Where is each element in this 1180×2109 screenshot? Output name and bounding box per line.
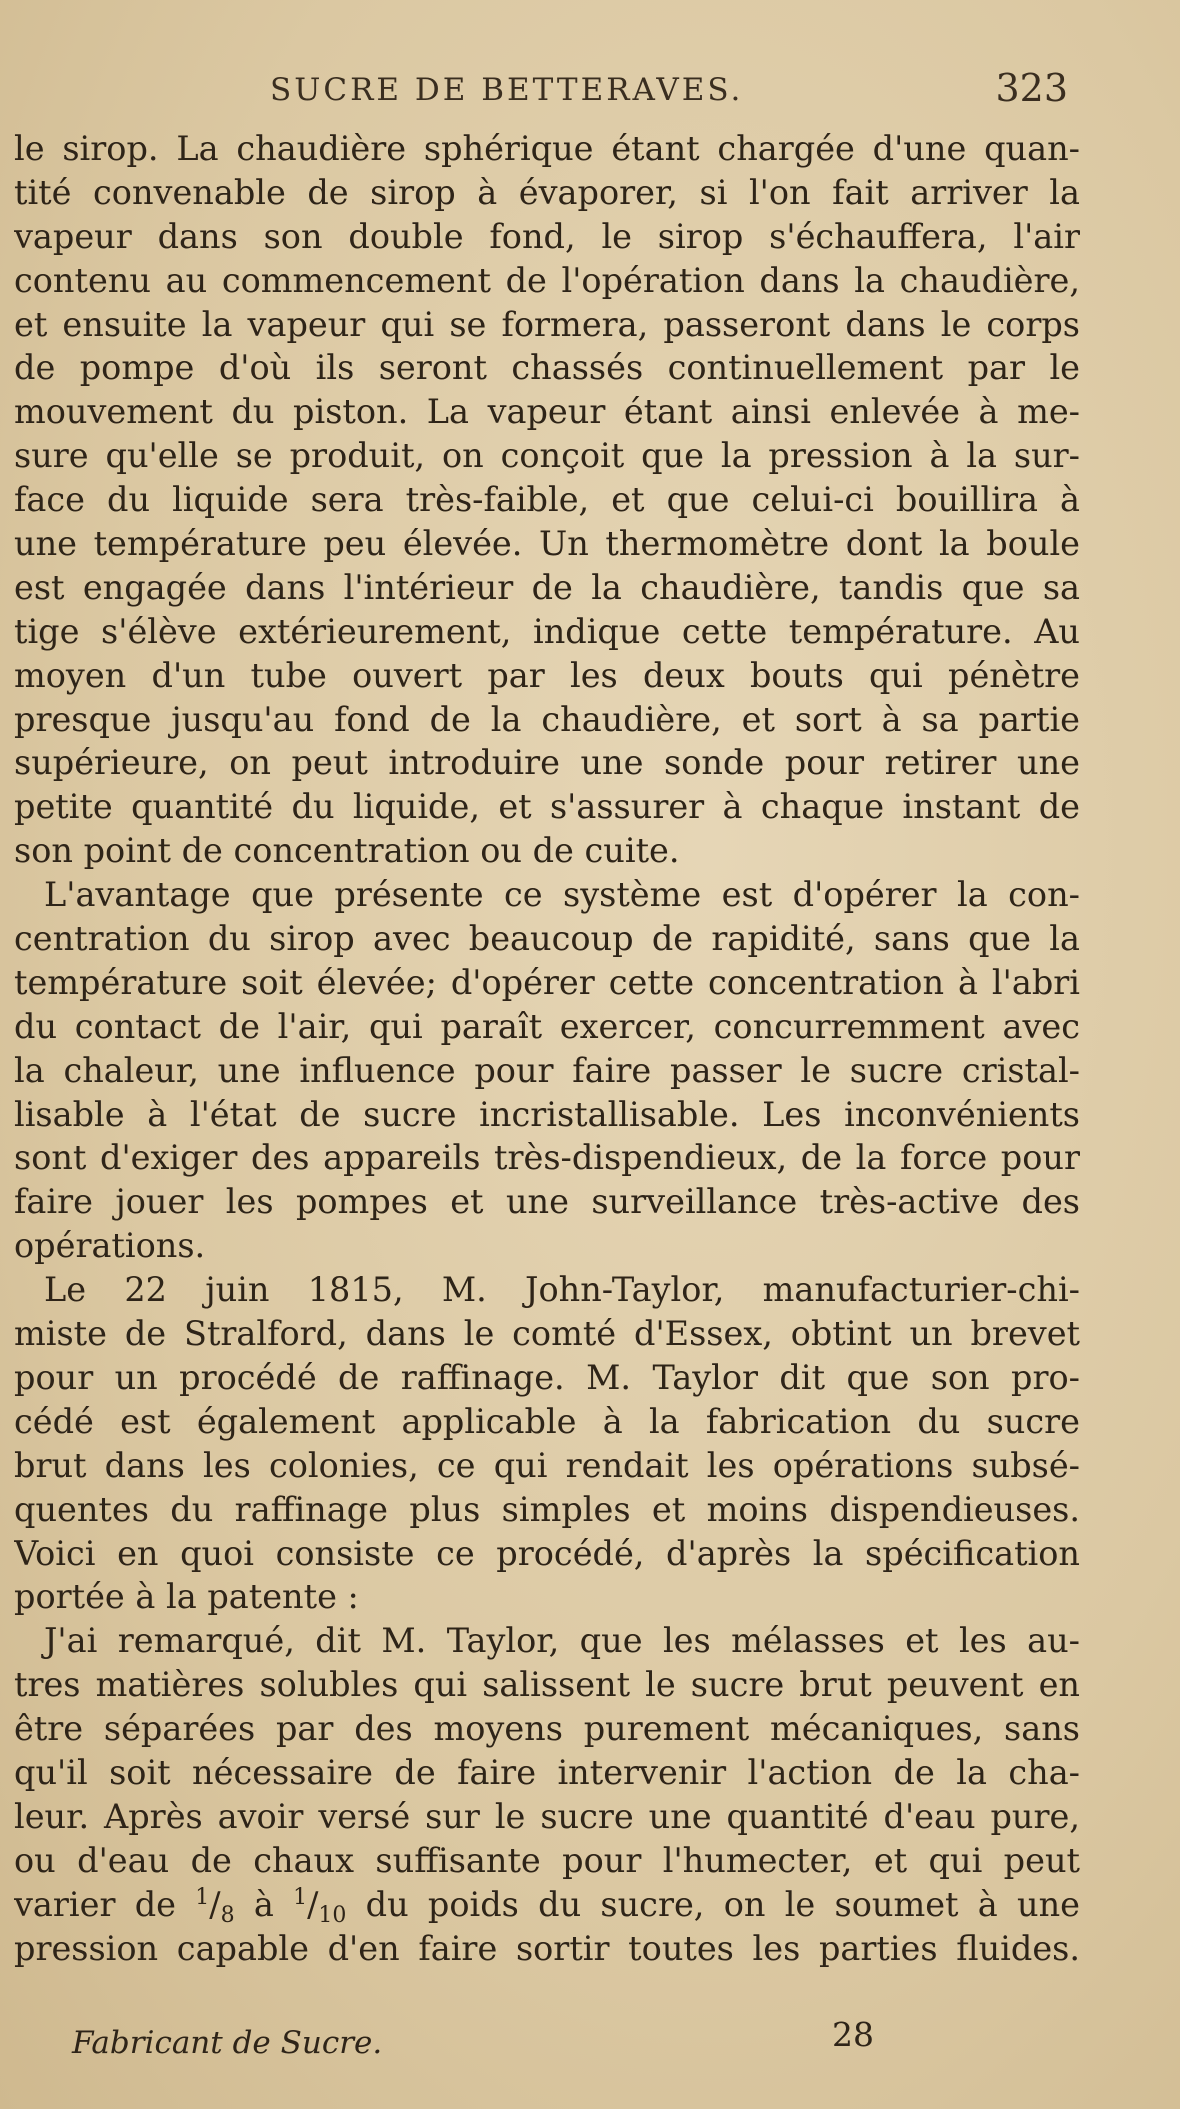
text-line: tige s'élève extérieurement, indique cette température. Au bbox=[14, 611, 1080, 651]
signature-number: 28 bbox=[832, 2015, 874, 2054]
text-line: sure qu'elle se produit, on conçoit que la pression à la sur- bbox=[14, 436, 1080, 476]
fraction-1-numerator: 1 bbox=[195, 1884, 210, 1910]
fraction-1-denominator: 8 bbox=[220, 1902, 235, 1927]
text-line: mouvement du piston. La vapeur étant ainsi enlevée à me- bbox=[14, 392, 1080, 432]
text-line: vapeur dans son double fond, le sirop s'échauffera, l'air bbox=[14, 216, 1080, 256]
fraction-line: varier de $^1/_8$ à $^1/_{10}$ du poids du sucre, on le soumet à une bbox=[14, 1884, 1080, 1927]
text-line: pour un procédé de raffinage. M. Taylor dit que son pro- bbox=[14, 1357, 1080, 1397]
text-line: être séparées par des moyens purement mécaniques, sans bbox=[14, 1709, 1080, 1749]
text-line: une température peu élevée. Un thermomètre dont la boule bbox=[14, 524, 1080, 564]
page-footer bbox=[0, 2015, 1180, 2075]
text-line: petite quantité du liquide, et s'assurer à chaque instant de bbox=[14, 787, 1080, 827]
text-line: de pompe d'où ils seront chassés continuellement par le bbox=[14, 348, 1080, 388]
body-text bbox=[14, 127, 1080, 1970]
text-line: pression capable d'en faire sortir toutes les parties fluides. bbox=[14, 1928, 1080, 1968]
text-line: contenu au commencement de l'opération dans la chaudière, bbox=[14, 260, 1080, 300]
text-line: faire jouer les pompes et une surveillance très-active des bbox=[14, 1182, 1080, 1222]
text-line: température soit élevée; d'opérer cette concentration à l'abri bbox=[14, 962, 1080, 1002]
text-line: le sirop. La chaudière sphérique étant chargée d'une quan- bbox=[14, 129, 1080, 168]
text-line: presque jusqu'au fond de la chaudière, et sort à sa partie bbox=[14, 699, 1080, 739]
text-line: brut dans les colonies, ce qui rendait les opérations subsé- bbox=[14, 1445, 1080, 1485]
text-line: Voici en quoi consiste ce procédé, d'après la spécification bbox=[14, 1533, 1080, 1573]
text-line: centration du sirop avec beaucoup de rapidité, sans que la bbox=[14, 919, 1080, 959]
text-line: et ensuite la vapeur qui se formera, passeront dans le corps bbox=[14, 304, 1080, 344]
text-line: sont d'exiger des appareils très-dispendieux, de la force pour bbox=[14, 1138, 1080, 1178]
signature-mark: Fabricant de Sucre. bbox=[72, 2025, 383, 2061]
paragraph-start-line: J'ai remarqué, dit M. Taylor, que les mélasses et les au- bbox=[44, 1621, 1080, 1661]
text-line: du contact de l'air, qui paraît exercer, concurremment avec bbox=[14, 1006, 1080, 1046]
text-line: face du liquide sera très-faible, et que celui-ci bouillira à bbox=[14, 480, 1080, 520]
text-line: leur. Après avoir versé sur le sucre une quantité d'eau pure, bbox=[14, 1796, 1080, 1836]
fraction-line-post: du poids du sucre, on le soumet à une bbox=[346, 1884, 1080, 1924]
text-line: portée à la patente : bbox=[14, 1577, 359, 1617]
text-line: opérations. bbox=[14, 1226, 206, 1266]
paragraph-start-line: L'avantage que présente ce système est d'opérer la con- bbox=[44, 875, 1080, 915]
running-title: SUCRE DE BETTERAVES. bbox=[270, 72, 744, 108]
text-line: la chaleur, une influence pour faire passer le sucre cristal- bbox=[14, 1050, 1080, 1090]
text-line: moyen d'un tube ouvert par les deux bouts qui pénètre bbox=[14, 655, 1080, 695]
text-line: qu'il soit nécessaire de faire intervenir l'action de la cha- bbox=[14, 1752, 1080, 1792]
fraction-line-pre: varier de bbox=[14, 1884, 196, 1924]
paragraph-start-line: Le 22 juin 1815, M. John-Taylor, manufacturier-chi- bbox=[44, 1270, 1080, 1310]
page-number: 323 bbox=[995, 66, 1068, 110]
fraction-2-numerator: 1 bbox=[293, 1884, 308, 1910]
text-line: quentes du raffinage plus simples et moins dispendieuses. bbox=[14, 1489, 1080, 1529]
text-line: ou d'eau de chaux suffisante pour l'humecter, et qui peut bbox=[14, 1840, 1080, 1880]
text-line: lisable à l'état de sucre incristallisable. Les inconvénients bbox=[14, 1094, 1080, 1134]
fraction-2-denominator: 10 bbox=[318, 1902, 347, 1927]
text-line: son point de concentration ou de cuite. bbox=[14, 831, 680, 871]
fraction-line-mid: à bbox=[234, 1884, 294, 1924]
text-line: tité convenable de sirop à évaporer, si l'on fait arriver la bbox=[14, 172, 1080, 212]
text-line: miste de Stralford, dans le comté d'Essex, obtint un brevet bbox=[14, 1314, 1080, 1354]
text-line: cédé est également applicable à la fabrication du sucre bbox=[14, 1401, 1080, 1441]
text-line: tres matières solubles qui salissent le sucre brut peuvent en bbox=[14, 1665, 1080, 1705]
text-line: est engagée dans l'intérieur de la chaudière, tandis que sa bbox=[14, 567, 1080, 607]
page-header bbox=[0, 62, 1180, 122]
text-line: supérieure, on peut introduire une sonde pour retirer une bbox=[14, 743, 1080, 783]
